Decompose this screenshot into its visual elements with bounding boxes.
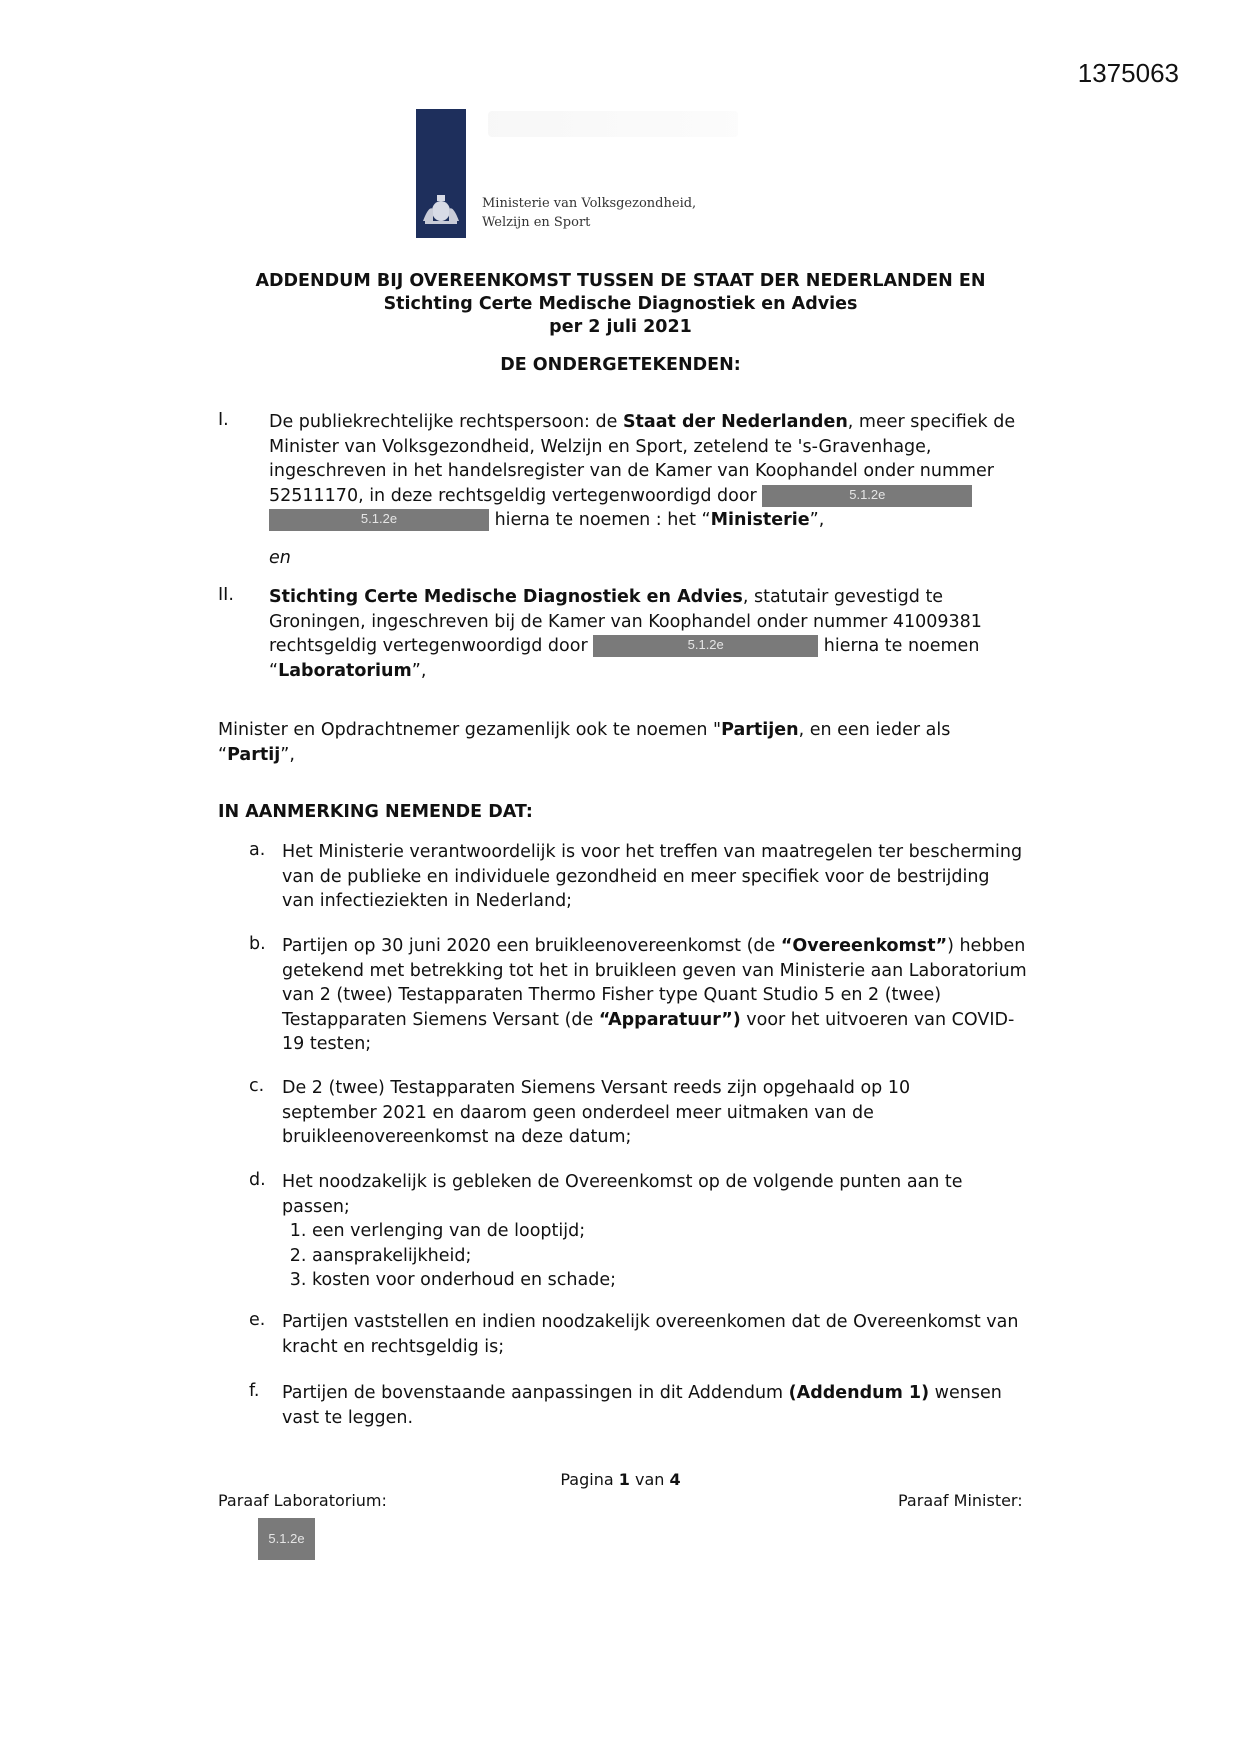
redaction-box: 5.1.2e (258, 1518, 315, 1560)
redaction-box: 5.1.2e (269, 509, 489, 531)
logo-bar (416, 109, 466, 238)
signatories-heading: DE ONDERGETEKENDEN: (500, 355, 741, 375)
list-item: 2. aansprakelijkheid; (312, 1244, 1002, 1269)
paraaf-minister: Paraaf Minister: (898, 1491, 1023, 1510)
document-title (0, 270, 1241, 339)
faded-stamp (488, 111, 738, 137)
coat-of-arms-icon (419, 193, 463, 225)
item-e-label: e. (249, 1310, 266, 1330)
item-a-text: Het Ministerie verantwoordelijk is voor het treffen van maatregelen ter bescherming van de publieke en individuele gezondheid en meer specifiek voor de bestrijding van infectieziekten in Nederland; (282, 842, 1023, 911)
redaction-box: 5.1.2e (593, 635, 818, 657)
title-line-2: Stichting Certe Medische Diagnostiek en Advies (383, 294, 858, 314)
considering-heading: IN AANMERKING NEMENDE DAT: (218, 802, 533, 822)
item-b-text: Partijen op 30 juni 2020 een bruikleenovereenkomst (de “Overeenkomst”) hebben getekend met betrekking tot het in bruikleen geven van Ministerie aan Laboratorium van 2 (twee) Testapparaten Thermo Fisher type Quant Studio 5 en 2 (twee) Testapparaten Siemens Versant (de “Apparatuur”) voor het uitvoeren van COVID-19 testen; (282, 936, 1027, 1054)
page-number: Pagina 1 van 4 (560, 1470, 681, 1489)
logo-line-2: Welzijn en Sport (482, 215, 591, 230)
item-d-sublist (282, 1219, 1002, 1293)
item-a-label: a. (249, 840, 266, 860)
list-item: 3. kosten voor onderhoud en schade; (312, 1268, 1002, 1293)
document-number: 1375063 (1077, 58, 1179, 88)
redaction-box: 5.1.2e (762, 485, 972, 507)
logo-line-1: Ministerie van Volksgezondheid, (482, 196, 697, 211)
list-item: 1. een verlenging van de looptijd; (312, 1219, 1002, 1244)
paraaf-laboratorium: Paraaf Laboratorium: (218, 1491, 387, 1510)
item-b-label: b. (249, 934, 266, 954)
title-line-3: per 2 juli 2021 (549, 317, 692, 337)
title-line-1: ADDENDUM BIJ OVEREENKOMST TUSSEN DE STAAT DER NEDERLANDEN EN (255, 271, 986, 291)
item-e-text: Partijen vaststellen en indien noodzakelijk overeenkomen dat de Overeenkomst van kracht en rechtsgeldig is; (282, 1312, 1019, 1357)
parties-definition: Minister en Opdrachtnemer gezamenlijk ook te noemen "Partijen, en een ieder als “Partij”, (218, 720, 951, 765)
item-c-label: c. (249, 1076, 265, 1096)
conjunction-en: en (269, 548, 291, 568)
party-2-text: Stichting Certe Medische Diagnostiek en Advies, statutair gevestigd te Groningen, ingeschreven bij de Kamer van Koophandel onder nummer 41009381 rechtsgeldig vertegenwoordigd door 5.1.2e hierna te noemen “Laboratorium”, (269, 587, 982, 681)
party-2-number: II. (218, 585, 234, 605)
item-f-label: f. (249, 1381, 260, 1401)
item-d-text: Het noodzakelijk is gebleken de Overeenkomst op de volgende punten aan te passen; 1. een verlenging van de looptijd; 2. aansprakelijkheid; 3. kosten voor onderhoud en schade; (282, 1170, 1002, 1293)
logo-text (482, 194, 722, 232)
party-1-text: De publiekrechtelijke rechtspersoon: de Staat der Nederlanden, meer specifiek de Minister van Volksgezondheid, Welzijn en Sport, zetelend te 's-Gravenhage, ingeschreven in het handelsregister van de Kamer van Koophandel onder nummer 52511170, in deze rechtsgeldig vertegenwoordigd door 5.1.2e 5.1.2e hierna te noemen : het “Ministerie”, (269, 412, 1016, 530)
item-f-text: Partijen de bovenstaande aanpassingen in dit Addendum (Addendum 1) wensen vast te leggen. (282, 1383, 1002, 1428)
party-1-number: I. (218, 410, 229, 430)
item-c-text: De 2 (twee) Testapparaten Siemens Versant reeds zijn opgehaald op 10 september 2021 en daarom geen onderdeel meer uitmaken van de bruikleenovereenkomst na deze datum; (282, 1078, 911, 1147)
item-d-label: d. (249, 1170, 266, 1190)
